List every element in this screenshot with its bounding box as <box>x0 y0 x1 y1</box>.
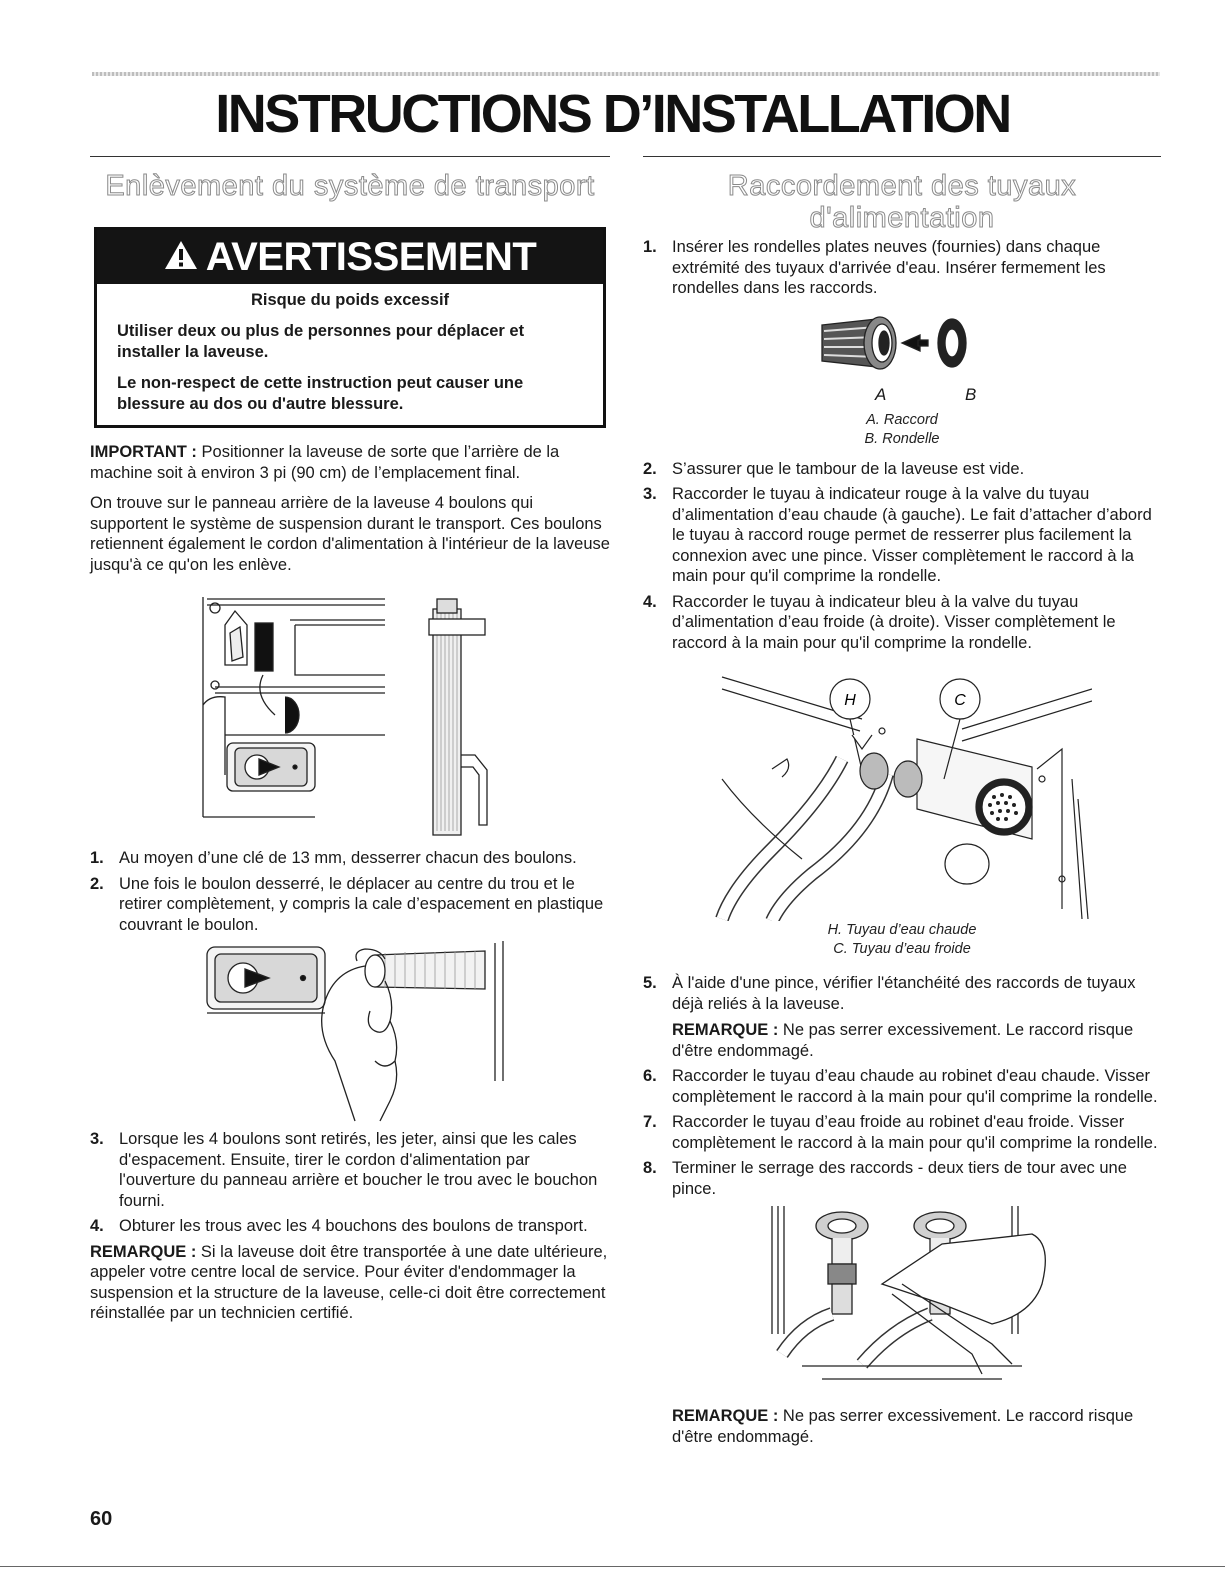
connection-steps-6-8 <box>643 1066 1161 1199</box>
right-section-title-line-1: Raccordement des tuyaux <box>727 170 1077 202</box>
warning-banner-text: AVERTISSEMENT <box>205 234 537 279</box>
removal-steps-1-2 <box>90 848 610 935</box>
list-item <box>643 1158 1161 1199</box>
bolt-removal-illustration <box>185 941 515 1123</box>
important-paragraph <box>90 442 610 483</box>
caption-cold-hose: C. Tuyau d’eau froide <box>833 941 971 957</box>
intro-paragraph: On trouve sur le panneau arrière de la laveuse 4 boulons qui supportent le système de suspension durant le transport. Ces boulons retiennent également le cordon d'alimentation à l'intérieur de la laveuse jusqu'à ce qu'on les enlève. <box>90 494 610 574</box>
step-text: Insérer les rondelles plates neuves (fournies) dans chaque extrémité des tuyaux d'arrivée d'eau. Insérer fermement les rondelles dans les raccords. <box>672 238 1106 297</box>
step-text: Raccorder le tuyau à indicateur rouge à la valve du tuyau d’alimentation d’eau chaude (à gauche). Le fait d’attacher d’abord le tuyau à raccord rouge permet de resserrer plus facilement la connexion avec une pince. Visser complètement le raccord à la main pour qu'il comprime la rondelle. <box>672 485 1152 585</box>
step-number: 4. <box>90 1217 104 1235</box>
step-text: Obturer les trous avec les 4 bouchons des boulons de transport. <box>119 1217 588 1235</box>
connection-step-1 <box>643 237 1161 299</box>
note-label: REMARQUE : <box>90 1242 197 1261</box>
step-number: 7. <box>643 1113 657 1131</box>
page-title: INSTRUCTIONS D’INSTALLATION <box>215 84 1010 144</box>
caption-hot-hose: H. Tuyau d’eau chaude <box>827 922 977 938</box>
warning-triangle-icon <box>164 240 198 270</box>
warning-heading: Risque du poids excessif <box>250 291 450 309</box>
caption-raccord: A. Raccord <box>866 411 938 428</box>
note-label: REMARQUE : <box>672 1407 779 1425</box>
coupling-labels <box>643 383 1161 409</box>
step-text: Une fois le boulon desserré, le déplacer au centre du trou et le retirer complètement, y compris la cale d’espacement en plastique couvrant le boulon. <box>119 874 604 934</box>
cold-hose-label: C <box>954 692 966 709</box>
removal-steps-3-4 <box>90 1129 610 1237</box>
note-text: Ne pas serrer excessivement. Le raccord risque d'être endommagé. <box>672 1021 1134 1060</box>
right-column-rule <box>643 156 1161 157</box>
warning-banner <box>97 230 603 284</box>
faucet-pliers-illustration <box>742 1204 1062 1392</box>
step-number: 1. <box>90 849 104 867</box>
step-number: 2. <box>90 874 104 893</box>
important-label: IMPORTANT : <box>90 443 197 461</box>
step-text: Au moyen d’une clé de 13 mm, desserrer chacun des boulons. <box>119 849 577 867</box>
label-a: A <box>875 384 887 404</box>
page-number: 60 <box>90 1508 113 1530</box>
step-number: 3. <box>643 485 657 503</box>
step-number: 5. <box>643 974 657 992</box>
step-text-block <box>672 973 1161 1061</box>
coupling-washer-illustration <box>802 305 1002 383</box>
warning-line-1: Utiliser deux ou plus de personnes pour déplacer et installer la laveuse. <box>117 322 525 361</box>
list-item <box>90 848 610 869</box>
step-text: À l'aide d'une pince, vérifier l'étanchéité des raccords de tuyaux déjà reliés à la laveuse. <box>672 974 1136 1013</box>
step-number: 1. <box>643 238 657 256</box>
important-text: Positionner la laveuse de sorte que l’arrière de la machine soit à environ 3 pi (90 cm) de l’emplacement final. <box>90 443 560 482</box>
step-5-note <box>672 1020 1161 1061</box>
connection-steps-2-4 <box>643 459 1161 654</box>
right-column <box>643 156 1161 1447</box>
left-note-paragraph <box>90 1242 610 1324</box>
label-b: B <box>965 384 977 404</box>
top-rule <box>92 72 1160 76</box>
list-item <box>643 459 1161 480</box>
note-text: Si la laveuse doit être transportée à une date ultérieure, appeler votre centre local de service. Pour éviter d'endommager la suspension et la structure de la laveuse, celle-ci doit être correctement réinstallée par un technicien certifié. <box>90 1242 608 1322</box>
step-text: Raccorder le tuyau d’eau froide au robinet d'eau froide. Visser complètement le raccord à la main pour qu'il comprime la rondelle. <box>672 1113 1158 1152</box>
caption-rondelle: B. Rondelle <box>864 430 940 447</box>
list-item <box>643 237 1161 299</box>
list-item <box>90 874 610 936</box>
step-text: Raccorder le tuyau d’eau chaude au robinet d'eau chaude. Visser complètement le raccord à la main pour qu'il comprime la rondelle. <box>672 1067 1158 1106</box>
list-item <box>643 1112 1161 1153</box>
bottom-rule <box>0 1566 1225 1567</box>
left-column-rule <box>90 156 610 157</box>
step-number: 2. <box>643 459 657 478</box>
list-item <box>90 1216 610 1237</box>
note-label: REMARQUE : <box>672 1021 779 1039</box>
step-text: Raccorder le tuyau à indicateur bleu à la valve du tuyau d’alimentation d’eau froide (à droite). Visser complètement le raccord à la main pour qu'il comprime la rondelle. <box>672 592 1116 652</box>
list-item <box>643 973 1161 1061</box>
warning-body <box>97 284 603 425</box>
step-text: Lorsque les 4 boulons sont retirés, les jeter, ainsi que les cales d'espacement. Ensuite, tirer le cordon d'alimentation par l'ouverture du panneau arrière et boucher le trou avec le bouchon fourni. <box>119 1130 598 1210</box>
hot-hose-label: H <box>844 692 856 709</box>
step-number: 4. <box>643 592 657 611</box>
step-number: 3. <box>90 1130 104 1148</box>
warning-line-2: Le non-respect de cette instruction peut causer une blessure au dos ou d'autre blessure. <box>117 374 524 413</box>
step-number: 6. <box>643 1067 657 1085</box>
list-item <box>643 484 1161 587</box>
note-text: Ne pas serrer excessivement. Le raccord risque d'être endommagé. <box>672 1407 1134 1446</box>
step-number: 8. <box>643 1159 657 1177</box>
hose-connection-illustration <box>712 659 1092 921</box>
left-column <box>90 156 610 1324</box>
left-section-title: Enlèvement du système de transport <box>105 170 595 202</box>
warning-box <box>94 227 606 428</box>
connection-step-5 <box>643 973 1161 1061</box>
shipping-bolt-illustration <box>185 585 515 840</box>
step-text: Terminer le serrage des raccords - deux tiers de tour avec une pince. <box>672 1159 1127 1198</box>
list-item <box>643 592 1161 654</box>
step-text: S’assurer que le tambour de la laveuse est vide. <box>672 459 1025 478</box>
list-item <box>643 1066 1161 1107</box>
final-note-paragraph <box>643 1406 1161 1447</box>
list-item <box>90 1129 610 1211</box>
right-section-title-line-2: d'alimentation <box>809 202 995 234</box>
